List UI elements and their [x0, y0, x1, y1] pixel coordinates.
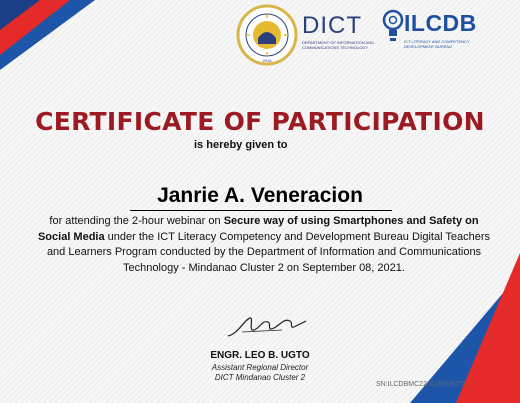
- signature: [224, 312, 308, 342]
- webinar-topic: Secure way of using Smartphones and Safety on Social Media: [37, 215, 479, 243]
- signatory-details: [0, 363, 520, 383]
- dict-logo: [302, 14, 384, 50]
- signatory-name: ENGR. LEO B. UGTO: [210, 350, 310, 361]
- svg-text:2016: 2016: [262, 58, 272, 63]
- ilcdb-logo: [382, 8, 497, 58]
- body-intro: for attending the 2-hour webinar on: [49, 215, 224, 227]
- ilcdb-logo-text: ILCDB: [404, 10, 477, 36]
- signatory-office: DICT Mindanao Cluster 2: [214, 373, 306, 382]
- serial-number: SN:ILCDBMC220210909373: [376, 381, 466, 388]
- ilcdb-bulb-icon: [382, 8, 404, 46]
- dict-logo-subtitle: DEPARTMENT OF INFORMATION AND COMMUNICATIONS TECHNOLOGY: [302, 40, 374, 50]
- certificate-subtitle: is hereby given to: [194, 139, 288, 151]
- body-rest: under the ICT Literacy Competency and Development Bureau Digital Teachers and Learners Program conducted by the Department of Information and Communications Technology - Mindanao Cluster 2 on September 08, 2021.: [46, 230, 491, 274]
- dict-seal-logo: [236, 4, 298, 66]
- certificate-body: [34, 214, 494, 276]
- ilcdb-logo-subtitle: ICT LITERACY AND COMPETENCY DEVELOPMENT BUREAU: [404, 39, 470, 49]
- signatory-position: Assistant Regional Director: [211, 363, 309, 372]
- recipient-underline: [130, 210, 392, 211]
- recipient-name: Janrie A. Veneracion: [157, 184, 363, 207]
- certificate-title: CERTIFICATE OF PARTICIPATION: [35, 107, 485, 136]
- dict-logo-text: DICT: [302, 12, 362, 39]
